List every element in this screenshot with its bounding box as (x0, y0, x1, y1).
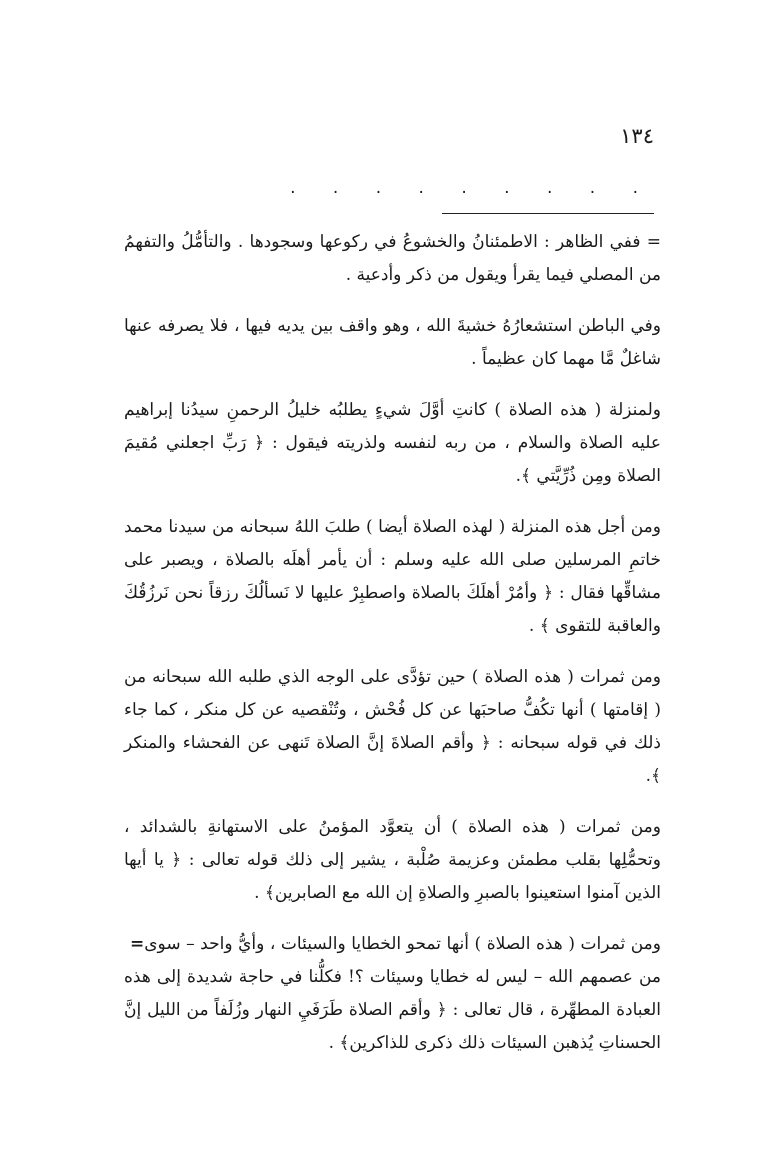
continuation-mark: = (130, 934, 145, 954)
paragraph-5: ومن ثمرات ( هذه الصلاة ) حين تؤدَّى على الوجه الذي طلبه الله سبحانه من ( إقامتها ) أنها تكُفُّ صاحبَها عن كل فُحْش ، وتُنْقصيه عن كل منكر ، كما جاء ذلك في قوله سبحانه : ﴿ وأقم الصلاةَ إنَّ الصلاة تَنهى عن الفحشاء والمنكر ﴾. (124, 667, 661, 786)
paragraph-7 (124, 928, 661, 1060)
paragraph-3: ولمنزلة ( هذه الصلاة ) كانتِ أوَّلَ شيءٍ يطلبُه خليلُ الرحمنِ سيدُنا إبراهيم عليه الصلاة والسلام ، من ربه لنفسه ولذريته فيقول : ﴿ رَبِّ اجعلني مُقيمَ الصلاة ومِن ذُرِّيَّتي ﴾. (124, 400, 661, 486)
paragraph-4: ومن أجل هذه المنزلة ( لهذه الصلاة أيضا ) طلبَ اللهُ سبحانه من سيدنا محمد خاتمِ المرسلين صلى الله عليه وسلم : أن يأمر أهلَه بالصلاة ، ويصبر على مشاقِّها فقال : ﴿ وأمُرْ أهلَكَ بالصلاة واصطبِرْ عليها لا نَسألُكَ رزقاً نحن نَرزُقُكَ والعاقبة للتقوى ﴾ . (124, 517, 661, 636)
paragraph-2: وفي الباطن استشعارُهُ خشيةَ الله ، وهو واقف بين يديه فيها ، فلا يصرفه عنها شاغلٌ مَّا مهما كان عظيماً . (124, 316, 661, 369)
page-number: ١٣٤ (620, 124, 654, 148)
page-body (124, 226, 661, 1060)
paragraph-7-text: ومن ثمرات ( هذه الصلاة ) أنها تمحو الخطايا والسيئات ، وأيُّ واحد – سوى من عصمهم الله – ليس له خطايا وسيئات ؟! فكلُّنا في حاجة شديدة إلى هذه العبادة المطهِّرة ، قال تعالى : ﴿ وأقم الصلاة طَرَفَيِ النهار وزُلَفاً من الليل إنَّ الحسناتِ يُذهبن السيئات ذلك ذكرى للذاكرين﴾ . (124, 934, 661, 1053)
paragraph-1: = ففي الظاهر : الاطمئنانُ والخشوعُ في ركوعها وسجودها . والتأمُّلُ والتفهمُ من المصلي فيما يقرأ ويقول من ذكر وأدعية . (124, 232, 661, 285)
ornamental-dots: . . . . . . . . . (290, 178, 654, 198)
separator-rule (442, 213, 654, 214)
paragraph-6: ومن ثمرات ( هذه الصلاة ) أن يتعوَّد المؤمنُ على الاستهانةِ بالشدائد ، وتحمُّلِها بقلب مطمئن وعزيمة صُلْبة ، يشير إلى ذلك قوله تعالى : ﴿ يا أيها الذين آمنوا استعينوا بالصبرِ والصلاةِ إن الله مع الصابرين﴾ . (124, 817, 661, 903)
